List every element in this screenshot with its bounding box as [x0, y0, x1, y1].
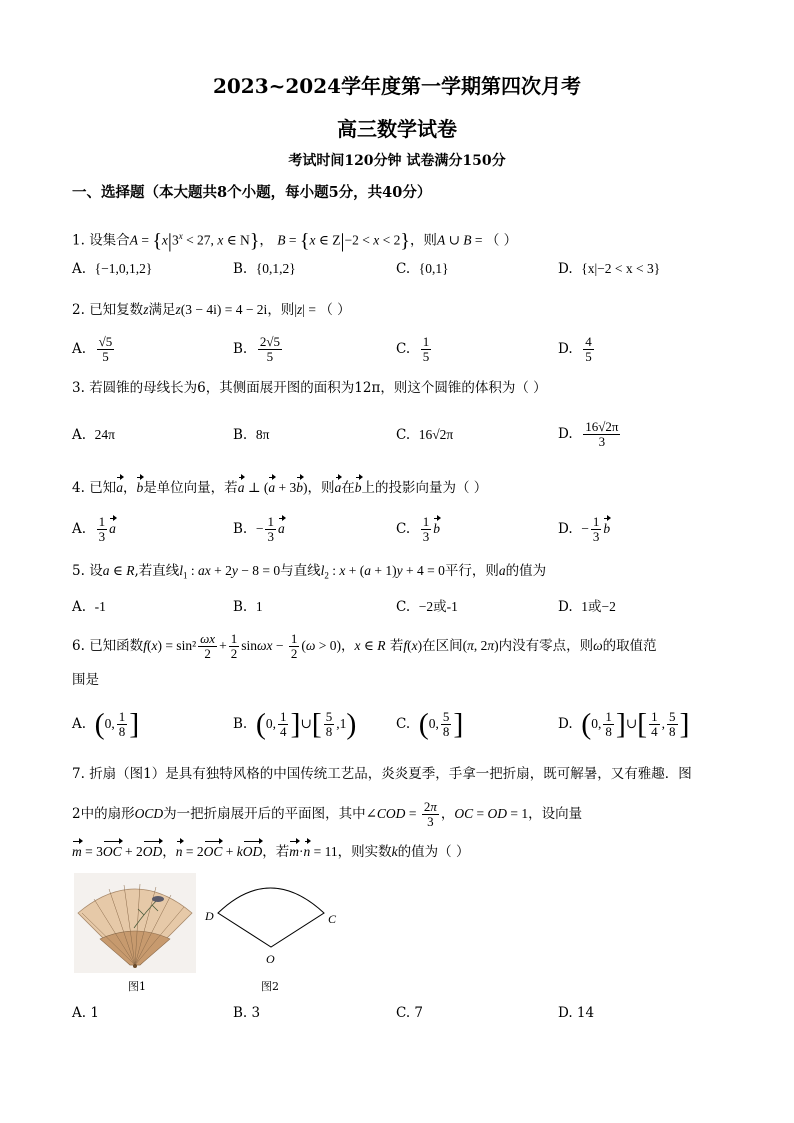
option-7a: A. 1	[72, 1005, 99, 1021]
question-5: 5. 设a ∈ R,若直线$l_1$ : ax + 2y − 8 = 0与直线$l_2$ : x + (a + 1)y + 4 = 0平行，则a的值为	[72, 563, 547, 581]
point-c-label: C	[328, 912, 337, 926]
option-7b: B. 3	[233, 1005, 261, 1021]
folding-fan-image	[74, 873, 196, 973]
figure-1-caption: 图1	[128, 980, 146, 993]
option-7c: C. 7	[396, 1005, 424, 1021]
option-5d: D. 1或−2	[558, 599, 616, 615]
question-7-line2: 2中的扇形OCD为一把折扇展开后的平面图，其中∠COD = $\frac{2\pi}{3}$ ，OC = OD = 1，设向量	[72, 799, 583, 829]
exam-title: 2023~2024学年度第一学期第四次月考	[212, 74, 582, 98]
option-2b: B. $\frac{2√5}{5}$	[233, 334, 280, 364]
option-1c: C. {0,1}	[396, 261, 449, 277]
option-3a: A. 24π	[72, 427, 115, 443]
option-2a: A. $\frac{√5}{5}$	[72, 334, 113, 364]
option-2d: D. $\frac{4}{5}$	[558, 334, 592, 364]
option-6d: D. (0, $\frac{1}{8}$ ]∪[ $\frac{1}{4}$ , $\frac{5}{8}$ ]	[558, 707, 690, 741]
exam-info: 考试时间120分钟 试卷满分150分	[288, 153, 506, 169]
section-heading: 一、选择题（本大题共8个小题，每小题5分，共40分）	[72, 184, 432, 201]
option-2c: C. $\frac{1}{5}$	[396, 334, 430, 364]
option-4a: A. $\frac{1}{3}$ a	[72, 514, 116, 544]
figure-2-caption: 图2	[261, 980, 279, 993]
sector-diagram	[200, 873, 350, 973]
option-4d: D. − $\frac{1}{3}$ b	[558, 514, 611, 544]
question-2: 2. 已知复数z满足z(3 − 4i) = 4 − 2i，则|z| = （ ）	[72, 302, 351, 318]
option-1a: A. {−1,0,1,2}	[72, 261, 153, 277]
option-1d: D. {x|−2 < x < 3}	[558, 261, 661, 277]
question-7: 7. 折扇（图1）是具有独特风格的中国传统工艺品，炎炎夏季，手拿一把折扇，既可解暑，又有雅趣．图	[72, 766, 692, 782]
question-6-line2: 围是	[72, 672, 99, 688]
option-5a: A. -1	[72, 599, 106, 615]
option-3d: D. $\frac{16√2\pi}{3}$	[558, 419, 619, 449]
option-3b: B. 8π	[233, 427, 270, 443]
option-6c: C. (0, $\frac{5}{8}$ ]	[396, 707, 464, 741]
option-6a: A. (0, $\frac{1}{8}$ ]	[72, 707, 140, 741]
option-1b: B. {0,1,2}	[233, 261, 296, 277]
point-o-label: O	[266, 952, 275, 966]
question-7-line3: m = 3OC + 2OD，n = 2OC + kOD，若m·n = 11，则实数k的值为（ ）	[72, 844, 470, 860]
question-6: 6. 已知函数f(x) = sin² $\frac{\omega x}{2}$ + $\frac{1}{2}$ sinωx − $\frac{1}{2}$ (ω > 0)，x ∈ R 若f(x)在区间(π, 2π)内没有零点，则ω的取值范	[72, 631, 657, 661]
option-5c: C. −2或-1	[396, 599, 458, 615]
option-4c: C. $\frac{1}{3}$ b	[396, 514, 440, 544]
question-1: 1. 设集合$A = \{x|3^x < 27$, x ∈ N}， B = {x ∈ Z|−2 < x < 2}，则A ∪ B = （ ）	[72, 230, 518, 252]
option-5b: B. 1	[233, 599, 263, 615]
exam-subtitle: 高三数学试卷	[337, 117, 457, 141]
option-3c: C. 16√2π	[396, 427, 454, 443]
option-6b: B. (0, $\frac{1}{4}$ ]∪[ $\frac{5}{8}$ ,1)	[233, 707, 357, 741]
point-d-label: D	[205, 909, 214, 923]
option-7d: D. 14	[558, 1005, 595, 1021]
option-4b: B. − $\frac{1}{3}$ a	[233, 514, 285, 544]
question-3: 3. 若圆锥的母线长为6，其侧面展开图的面积为12π，则这个圆锥的体积为（ ）	[72, 380, 547, 396]
question-4: 4. 已知a，b是单位向量，若a ⊥ (a + 3b)，则a在b上的投影向量为（ ）	[72, 480, 488, 496]
